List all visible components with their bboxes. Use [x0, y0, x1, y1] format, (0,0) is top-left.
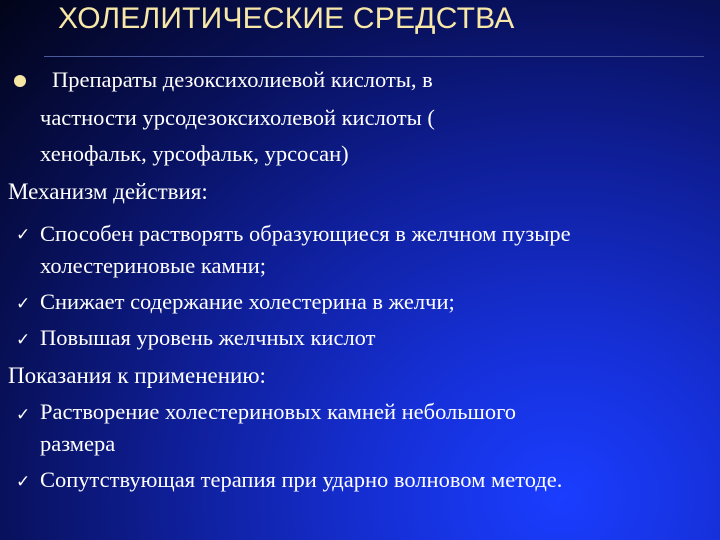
mechanism-item-3: Повышая уровень желчных кислот [40, 325, 376, 350]
checkmark-icon: ✓ [16, 294, 31, 314]
mechanism-item-2: Снижает содержание холестерина в желчи; [40, 289, 455, 314]
bullet-text-line-1: Препараты дезоксихолиевой кислоты, в [52, 67, 433, 92]
checkmark-icon: ✓ [16, 225, 31, 245]
checkmark-icon: ✓ [16, 330, 31, 350]
indications-item-1-line-2: размера [40, 431, 116, 456]
bullet-text-line-2: частности урсодезоксихолевой кислоты ( [40, 105, 435, 130]
slide-title: ХОЛЕЛИТИЧЕСКИЕ СРЕДСТВА [58, 2, 515, 35]
checkmark-icon: ✓ [16, 472, 31, 492]
checkmark-icon: ✓ [16, 405, 31, 425]
round-bullet-icon [14, 75, 26, 87]
title-divider [44, 56, 704, 57]
indications-heading: Показания к применению: [8, 363, 266, 388]
mechanism-item-1-line-2: холестериновые камни; [40, 253, 267, 278]
indications-item-1-line-1: Растворение холестериновых камней небольшого [40, 399, 517, 424]
indications-item-2: Сопутствующая терапия при ударно волновом методе. [40, 467, 563, 492]
bullet-text-line-3: хенофальк, урсофальк, урсосан) [40, 141, 349, 166]
mechanism-item-1-line-1: Способен растворять образующиеся в желчном пузыре [40, 221, 571, 246]
mechanism-heading: Механизм действия: [8, 179, 208, 204]
